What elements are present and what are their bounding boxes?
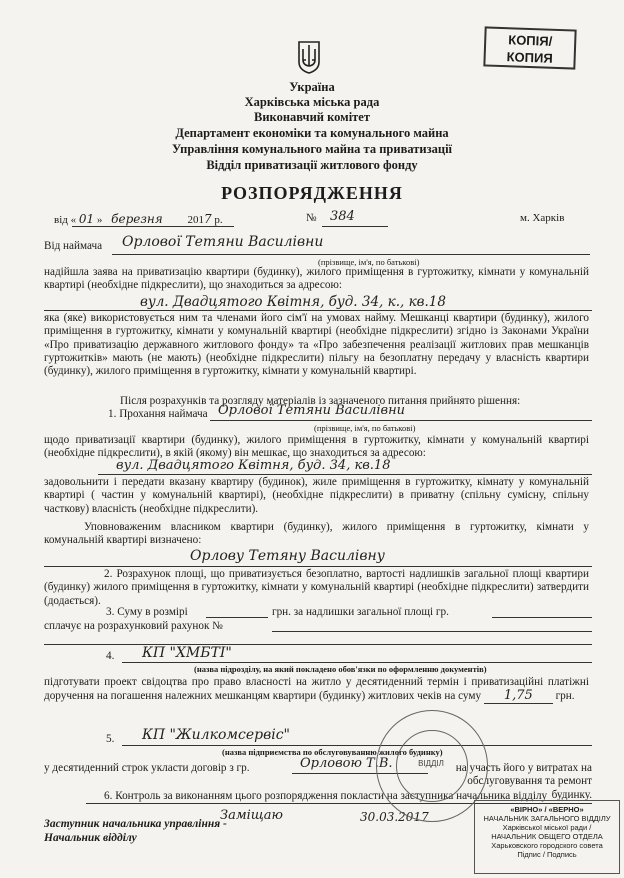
address-handwritten: вул. Двадцятого Квітня, буд. 34, к., кв.18 xyxy=(140,294,446,310)
date-month: березня xyxy=(111,212,163,226)
trident-emblem-icon xyxy=(297,40,321,74)
item3-person-underline xyxy=(492,617,592,618)
item4-organization: КП "ХМБТІ" xyxy=(142,645,232,661)
address-underline xyxy=(44,310,592,311)
item3-account-underline xyxy=(272,631,592,632)
item5-number: 5. xyxy=(106,733,115,745)
header-council: Харківська міська рада xyxy=(244,95,380,109)
number-label: № xyxy=(306,212,317,224)
item5-organization: КП "Жилкомсервіс" xyxy=(142,727,290,743)
item1-label: 1. Прохання наймача xyxy=(108,408,208,420)
item1-caption: (прізвище, ім'я, по батькові) xyxy=(314,423,416,433)
signature-date: 30.03.2017 xyxy=(360,810,429,824)
seal-text: ВІДДІЛ xyxy=(418,759,444,768)
signer-title-1: Заступник начальника управління - xyxy=(44,818,227,830)
date-underline xyxy=(72,226,234,227)
item1-underline xyxy=(210,420,592,421)
item5-text-b: на участь його у витратах на обслуговування та ремонт будинку. xyxy=(455,762,592,801)
item5-person: Орловою Т.В. xyxy=(300,756,393,771)
from-name: Орлової Тетяни Василівни xyxy=(122,234,324,250)
item5-text-a: у десятиденний строк укласти договір з гр. xyxy=(44,762,250,774)
item5-caption: (назва підприємства по обслуговуванню жилого будинку) xyxy=(222,747,443,757)
item5-underline xyxy=(122,745,592,746)
signer-title-2: Начальник відділу xyxy=(44,832,137,844)
item4-underline xyxy=(122,662,592,663)
paragraph-application: надійшла заява на приватизацію квартири (будинку), жилого приміщення в гуртожитку, кімнати у комунальній квартирі (необхідне підкреслити), що знаходиться за адресою: xyxy=(44,266,589,292)
item1-name: Орлової Тетяни Василівни xyxy=(218,403,406,418)
verified-stamp: «ВІРНО» / «ВЕРНО» НАЧАЛЬНИК ЗАГАЛЬНОГО ВІДДІЛУ Харківської міської ради / НАЧАЛЬНИК ОБЩЕГО ОТДЕЛА Харьковского городского совета Підпис / Подпись xyxy=(474,800,620,874)
signature-handwritten: Заміщаю xyxy=(220,808,283,823)
header-country: Україна xyxy=(289,80,335,94)
paragraph-calculation: 2. Розрахунок площі, що приватизується безоплатно, вартості надлишків загальної площі квартири (будинку) жилого приміщення в гуртожитку, кімнати у комунальній квартирі (необхідне підкреслити) затвердити (додається). xyxy=(44,568,589,607)
blank-line xyxy=(44,644,592,645)
date-line: від « 01 » березня 2017 р. xyxy=(54,212,223,226)
paragraph-owner: Уповноваженим власником квартири (будинку), жилого приміщення в гуртожитку, кімнати у комунальній квартирі визначено: xyxy=(44,521,589,547)
item3-sum-underline xyxy=(206,617,268,618)
owner-handwritten: Орлову Тетяну Василівну xyxy=(190,548,385,564)
from-caption: (прізвище, ім'я, по батькові) xyxy=(318,257,420,267)
from-label: Від наймача xyxy=(44,240,103,252)
item4-caption: (назва підрозділу, на який покладено обов'язки по оформленню документів) xyxy=(194,664,487,674)
header-department: Департамент економіки та комунального майна xyxy=(175,126,449,140)
paragraph-transfer: задовольнити і передати вказану квартиру (будинок), жиле приміщення в гуртожитку, кімнату у комунальній квартирі ( частин у комунальній квартирі), (необхідне підкреслити) в приватну (спільну сумісну, спільну часткову) власність (необхідне підкреслити). xyxy=(44,476,589,515)
number-underline xyxy=(322,226,388,227)
paragraph-certificate: підготувати проект свідоцтва про право власності на житло у десятиденний термін і приватизаційні платіжні доручення на погашення належних мешканцям квартири (будинку) житлових чеків на суму 1,75 грн. xyxy=(44,676,589,704)
paragraph-benefits: яка (яке) використовується ним та членами його сім'ї на умовах найму. Мешканці квартири (будинку), жилого приміщення в гуртожитку, кімнати у комунальній квартирі (необхідне підкреслити) згідно із Законами України «Про приватизацію державного житлового фонду» та «Про забезпечення реалізації житлових прав мешканців гуртожитків» мають (не мають) (необхідне підкреслити) пільгу на безоплатну передачу у власність квартири (будинку), жилого приміщення в гуртожитку, кімнати у комунальній квартирі. xyxy=(44,312,589,378)
item3-account: сплачує на розрахунковий рахунок № xyxy=(44,620,223,632)
item3-surplus: грн. за надлишки загальної площі гр. xyxy=(272,606,449,618)
sum-handwritten: 1,75 xyxy=(484,688,553,704)
paragraph-decision: Після розрахунків та розгляду матеріалів із зазначеного питання прийнято рішення: xyxy=(120,395,521,407)
city: м. Харків xyxy=(520,212,565,224)
date-day: 01 xyxy=(78,212,95,226)
paragraph-control: 6. Контроль за виконанням цього розпорядження покласти на заступника начальника відділу xyxy=(104,790,548,802)
from-underline xyxy=(112,254,590,255)
owner-underline xyxy=(44,566,592,567)
document-number: 384 xyxy=(330,209,355,224)
item4-number: 4. xyxy=(106,650,115,662)
address2-underline xyxy=(98,474,592,475)
document-title: РОЗПОРЯДЖЕННЯ xyxy=(221,183,403,203)
paragraph-privatization: щодо приватизації квартири (будинку), жилого приміщення в гуртожитку, кімнати у комунальній квартирі (необхідне підкреслити), в якій (якому) він мешкає, що знаходиться за адресою: xyxy=(44,434,589,460)
address-handwritten-2: вул. Двадцятого Квітня, буд. 34, кв.18 xyxy=(116,458,391,473)
header-division: Відділ приватизації житлового фонду xyxy=(206,158,418,172)
item3-sum: 3. Суму в розмірі xyxy=(106,606,188,618)
copy-stamp: КОПІЯ/ КОПИЯ xyxy=(483,26,576,69)
header-management: Управління комунального майна та приватизації xyxy=(171,142,453,156)
header-committee: Виконавчий комітет xyxy=(254,110,370,124)
